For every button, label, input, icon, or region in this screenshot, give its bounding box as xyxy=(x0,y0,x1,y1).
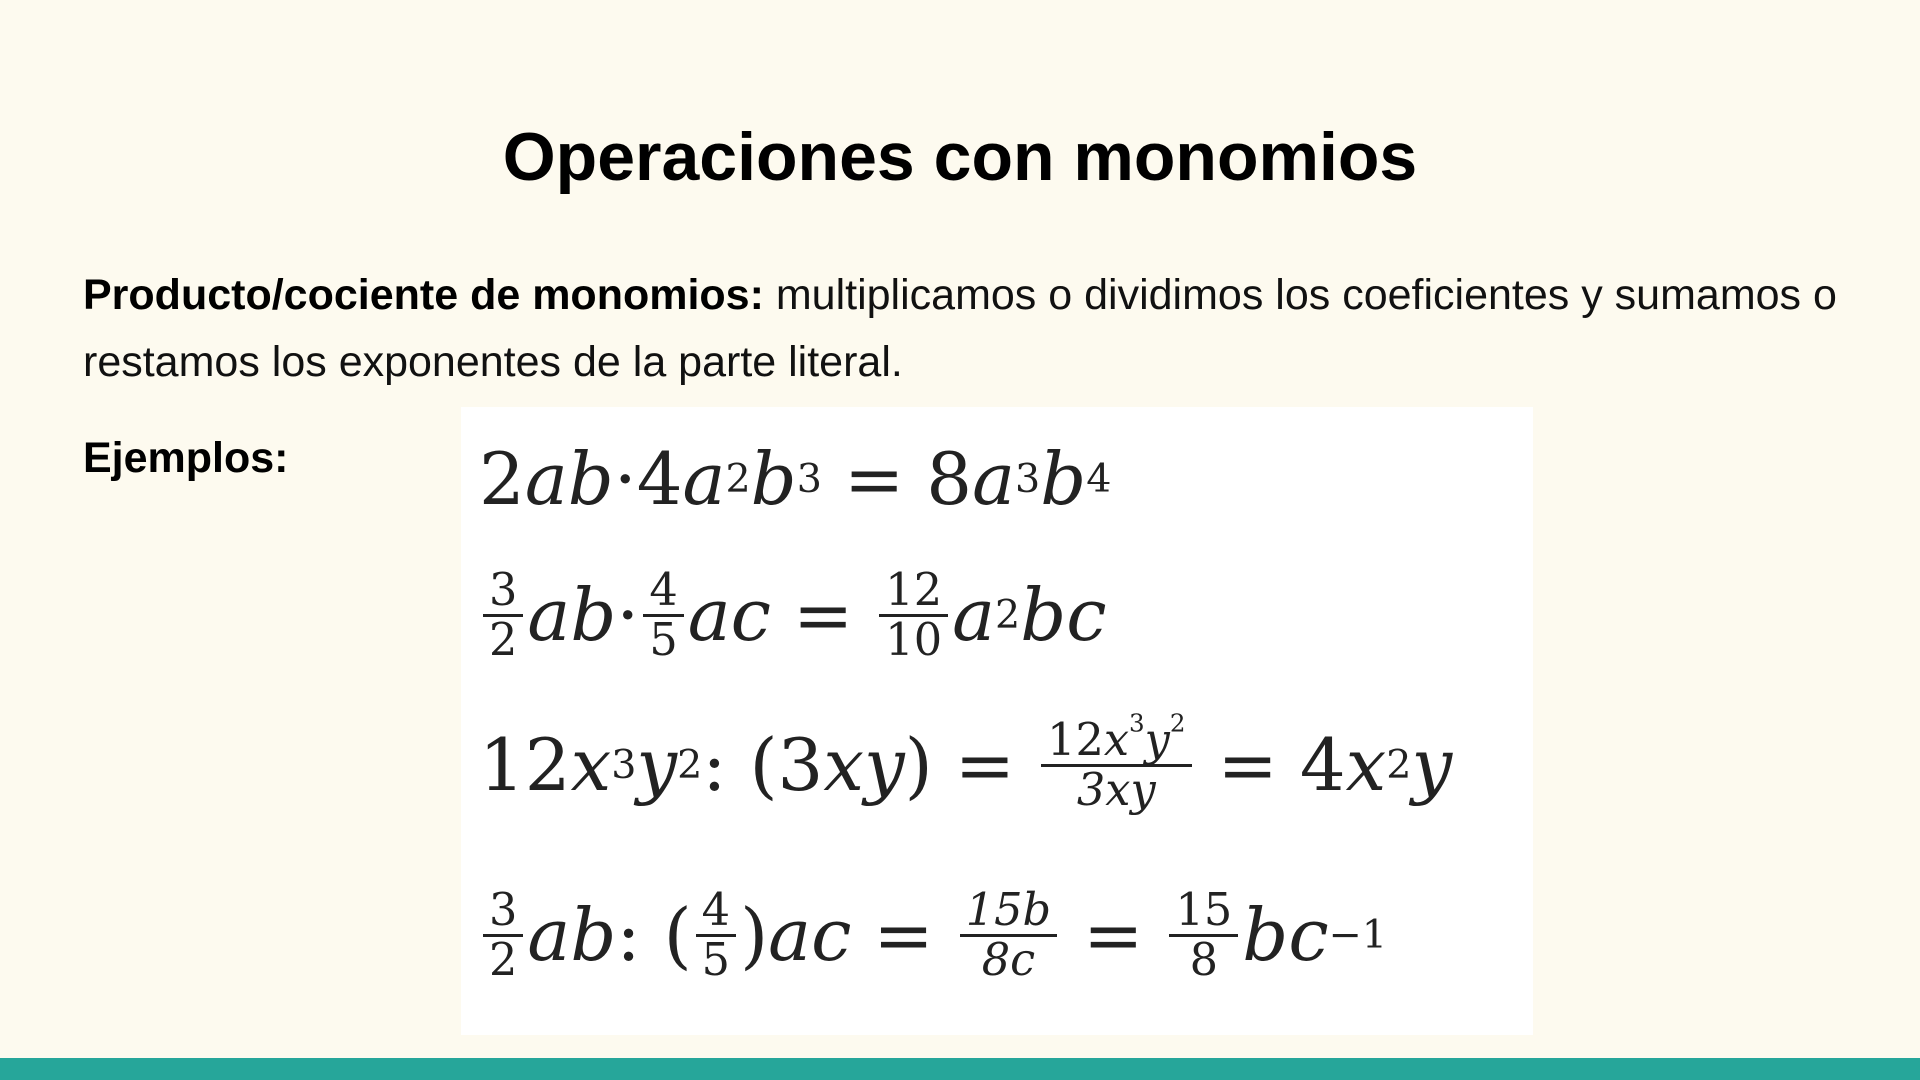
eq2-result-a: a xyxy=(952,573,996,658)
eq1-factor: ·4 xyxy=(613,437,683,521)
eq4-paren-close: ) xyxy=(740,893,769,978)
eq4-equals-2: = xyxy=(1083,893,1144,978)
eq3-num-y: y xyxy=(1144,714,1170,766)
eq4-f2-denominator: 5 xyxy=(701,933,731,986)
eq1-equals: = xyxy=(843,437,905,521)
eq2-f2-denominator: 5 xyxy=(649,613,678,666)
eq2-var-2: ac xyxy=(687,573,771,658)
eq4-f2-numerator: 4 xyxy=(696,887,736,937)
equation-product-1: 2 ab ·4 a 2 b 3 = 8 a 3 b 4 xyxy=(479,437,1112,521)
eq3-var-x: x xyxy=(570,723,612,808)
footer-accent-bar xyxy=(0,1058,1920,1080)
slide-title: Operaciones con monomios xyxy=(502,119,1418,195)
eq3-equals-1: = xyxy=(954,723,1016,808)
eq3-paren-open: (3 xyxy=(749,723,824,808)
eq3-result-coef: 4 xyxy=(1299,723,1346,808)
eq3-frac-numerator xyxy=(1041,708,1191,767)
eq1-var-a: a xyxy=(682,437,726,521)
intro-text: multiplicamos o dividimos los coeficientes y sumamos o restamos los exponentes de la parte literal. xyxy=(83,271,1837,386)
eq2-f2-numerator: 4 xyxy=(643,567,683,617)
eq3-result-y: y xyxy=(1411,723,1453,808)
eq2-f3-denominator: 10 xyxy=(885,613,943,666)
eq4-f3-denominator: 8c xyxy=(981,933,1036,986)
eq3-colon: : xyxy=(702,723,727,808)
eq2-equals: = xyxy=(792,573,854,658)
eq3-result-x: x xyxy=(1345,723,1387,808)
eq2-dot: · xyxy=(616,573,640,658)
eq4-fraction-2 xyxy=(696,884,736,986)
eq3-divisor-vars: xy xyxy=(823,723,905,808)
eq4-equals-1: = xyxy=(873,893,934,978)
eq1-var-b: b xyxy=(750,437,797,521)
eq4-result-bc: bc xyxy=(1242,893,1329,978)
eq3-den-text: 3xy xyxy=(1076,763,1156,816)
eq3-fraction xyxy=(1041,708,1191,816)
equation-quotient-2: $\frac{3}{2}$ ab : ( $\frac{4}{5}$ ) ac = $\frac{15b}{8c}$ = $\frac{15}{8}$ bc −1 xyxy=(479,887,1387,984)
eq4-colon: : xyxy=(616,893,641,978)
eq2-fraction-3 xyxy=(879,564,948,666)
equation-product-2: $\frac{3}{2}$ ab · $\frac{4}{5}$ ac = $\frac{12}{10}$ a 2 bc xyxy=(479,567,1107,664)
examples-label: Ejemplos: xyxy=(83,434,289,482)
eq2-f1-numerator: 3 xyxy=(483,567,523,617)
eq1-result-coef: 8 xyxy=(926,437,973,521)
eq3-num-x: x xyxy=(1103,714,1130,766)
eq3-num-exp-x: 3 xyxy=(1129,708,1145,738)
eq2-fraction-1 xyxy=(483,564,523,666)
eq4-var-2: ac xyxy=(768,893,852,978)
eq4-var-1: ab xyxy=(527,893,617,978)
eq1-result-a: a xyxy=(972,437,1016,521)
eq3-coef: 12 xyxy=(479,723,571,808)
eq4-f4-denominator: 8 xyxy=(1189,933,1219,986)
equation-quotient-1: 12 x 3 y 2 : (3 xy ) = $\frac{12x^3y^2}{3xy}$ = 4 x 2 y xyxy=(479,708,1453,816)
eq3-frac-denominator xyxy=(1071,763,1162,816)
eq2-var-1: ab xyxy=(527,573,617,658)
eq2-f3-numerator: 12 xyxy=(879,567,948,617)
eq3-num-coef: 12 xyxy=(1047,714,1104,766)
eq1-result-b: b xyxy=(1040,437,1087,521)
eq3-num-exp-y: 2 xyxy=(1169,708,1186,738)
eq2-f1-denominator: 2 xyxy=(489,613,518,666)
eq2-result-bc: bc xyxy=(1020,573,1107,658)
eq4-fraction-1 xyxy=(483,884,523,986)
eq4-f1-numerator: 3 xyxy=(483,887,523,937)
eq4-paren-open: ( xyxy=(663,893,692,978)
eq1-coef: 2 xyxy=(479,437,525,521)
eq2-fraction-2 xyxy=(643,564,683,666)
eq1-var: ab xyxy=(524,437,614,521)
eq4-fraction-4 xyxy=(1169,884,1238,986)
eq4-f4-numerator: 15 xyxy=(1169,887,1238,937)
equations-panel xyxy=(461,407,1533,1035)
eq3-paren-close: ) xyxy=(904,723,933,808)
eq4-fraction-3 xyxy=(960,884,1057,986)
eq4-f1-denominator: 2 xyxy=(489,933,518,986)
eq3-equals-2: = xyxy=(1217,723,1278,808)
intro-paragraph xyxy=(83,262,1843,396)
eq4-f3-numerator: 15b xyxy=(960,887,1057,937)
intro-bold-label: Producto/cociente de monomios: xyxy=(83,271,764,319)
eq3-var-y: y xyxy=(636,723,678,808)
